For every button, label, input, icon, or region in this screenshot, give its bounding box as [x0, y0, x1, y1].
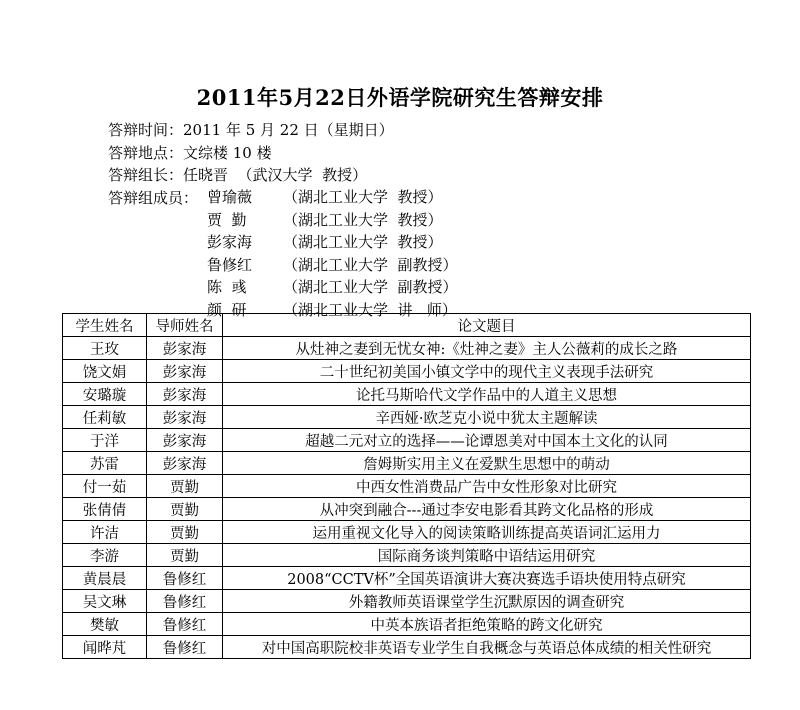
table-header-row [63, 314, 751, 337]
page-title: 2011年5月22日外语学院研究生答辩安排 [196, 85, 604, 110]
table-row [63, 544, 751, 567]
member-name: 曾瑜薇 [207, 188, 253, 206]
defense-time: 答辩时间：2011 年 5 月 22 日（星期日） [108, 121, 394, 139]
table-row [63, 521, 751, 544]
student-name-cell: 王玫 [63, 337, 147, 360]
member-affiliation: （湖北工业大学 教授） [283, 210, 443, 229]
table-row [63, 429, 751, 452]
member-name: 贾 勤 [207, 210, 247, 229]
advisor-name-cell: 彭家海 [147, 383, 223, 406]
student-name-cell: 饶文娟 [63, 360, 147, 383]
member-affiliation: （湖北工业大学 副教授） [283, 278, 458, 296]
defense-leader: 答辩组长：任晓晋 （武汉大学 教授） [108, 166, 368, 184]
defense-members-label: 答辩组成员： [108, 188, 199, 207]
student-name-cell: 黄晨晨 [63, 567, 147, 590]
advisor-name-cell: 贾勤 [147, 544, 223, 567]
advisor-name-cell: 彭家海 [147, 337, 223, 360]
member-affiliation: （湖北工业大学 副教授） [283, 255, 458, 274]
thesis-title-cell: 运用重视文化导入的阅读策略训练提高英语词汇运用力 [223, 521, 751, 544]
advisor-name-cell: 彭家海 [147, 406, 223, 429]
thesis-title-cell: 2008“CCTV杯”全国英语演讲大赛决赛选手语块使用特点研究 [223, 567, 751, 590]
member-name: 颜 研 [207, 300, 247, 319]
advisor-name-cell: 彭家海 [147, 429, 223, 452]
student-name-cell: 付一茹 [63, 475, 147, 498]
advisor-name-cell: 鲁修红 [147, 613, 223, 636]
member-affiliation: （湖北工业大学 教授） [283, 188, 443, 206]
thesis-title-cell: 詹姆斯实用主义在爱默生思想中的萌动 [223, 452, 751, 475]
member-name: 鲁修红 [207, 255, 253, 274]
student-name-cell: 张倩倩 [63, 498, 147, 521]
student-name-cell: 苏雷 [63, 452, 147, 475]
committee-member [207, 209, 458, 232]
member-name: 陈 彧 [207, 278, 247, 296]
student-name-cell: 闻晔芃 [63, 636, 147, 659]
table-row [63, 475, 751, 498]
student-name-cell: 于洋 [63, 429, 147, 452]
advisor-name-cell: 鲁修红 [147, 590, 223, 613]
thesis-title-cell: 从灶神之妻到无忧女神:《灶神之妻》主人公薇莉的成长之路 [223, 337, 751, 360]
header-thesis-title: 论文题目 [223, 314, 751, 337]
committee-member [207, 186, 458, 209]
thesis-title-cell: 超越二元对立的选择——论谭恩美对中国本土文化的认同 [223, 429, 751, 452]
thesis-title-cell: 对中国高职院校非英语专业学生自我概念与英语总体成绩的相关性研究 [223, 636, 751, 659]
table-row [63, 337, 751, 360]
table-row [63, 636, 751, 659]
table-row [63, 406, 751, 429]
advisor-name-cell: 贾勤 [147, 475, 223, 498]
student-name-cell: 安璐璇 [63, 383, 147, 406]
student-name-cell: 任莉敏 [63, 406, 147, 429]
table-row [63, 383, 751, 406]
advisor-name-cell: 彭家海 [147, 360, 223, 383]
committee-member [207, 231, 458, 254]
committee-members-list [207, 186, 458, 321]
table-row [63, 452, 751, 475]
header-student-name: 学生姓名 [63, 314, 147, 337]
table-row [63, 567, 751, 590]
thesis-title-cell: 国际商务谈判策略中语结运用研究 [223, 544, 751, 567]
thesis-title-cell: 从冲突到融合---通过李安电影看其跨文化品格的形成 [223, 498, 751, 521]
committee-member [207, 276, 458, 299]
table-row [63, 360, 751, 383]
table-row [63, 613, 751, 636]
student-name-cell: 樊敏 [63, 613, 147, 636]
thesis-title-cell: 中西女性消费品广告中女性形象对比研究 [223, 475, 751, 498]
table-row [63, 590, 751, 613]
member-name: 彭家海 [207, 233, 253, 251]
thesis-title-cell: 二十世纪初美国小镇文学中的现代主义表现手法研究 [223, 360, 751, 383]
student-name-cell: 吴文琳 [63, 590, 147, 613]
advisor-name-cell: 鲁修红 [147, 567, 223, 590]
student-name-cell: 许洁 [63, 521, 147, 544]
header-advisor-name: 导师姓名 [147, 314, 223, 337]
defense-schedule-table [62, 313, 751, 659]
advisor-name-cell: 贾勤 [147, 521, 223, 544]
thesis-title-cell: 论托马斯哈代文学作品中的人道主义思想 [223, 383, 751, 406]
advisor-name-cell: 贾勤 [147, 498, 223, 521]
defense-place: 答辩地点：文综楼 10 楼 [108, 143, 272, 162]
thesis-title-cell: 中英本族语者拒绝策略的跨文化研究 [223, 613, 751, 636]
thesis-title-cell: 辛西娅·欧芝克小说中犹太主题解读 [223, 406, 751, 429]
advisor-name-cell: 鲁修红 [147, 636, 223, 659]
student-name-cell: 李游 [63, 544, 147, 567]
thesis-title-cell: 外籍教师英语课堂学生沉默原因的调查研究 [223, 590, 751, 613]
committee-member [207, 254, 458, 277]
table-row [63, 498, 751, 521]
advisor-name-cell: 彭家海 [147, 452, 223, 475]
member-affiliation: （湖北工业大学 教授） [283, 233, 443, 251]
member-affiliation: （湖北工业大学 讲 师） [283, 300, 457, 319]
